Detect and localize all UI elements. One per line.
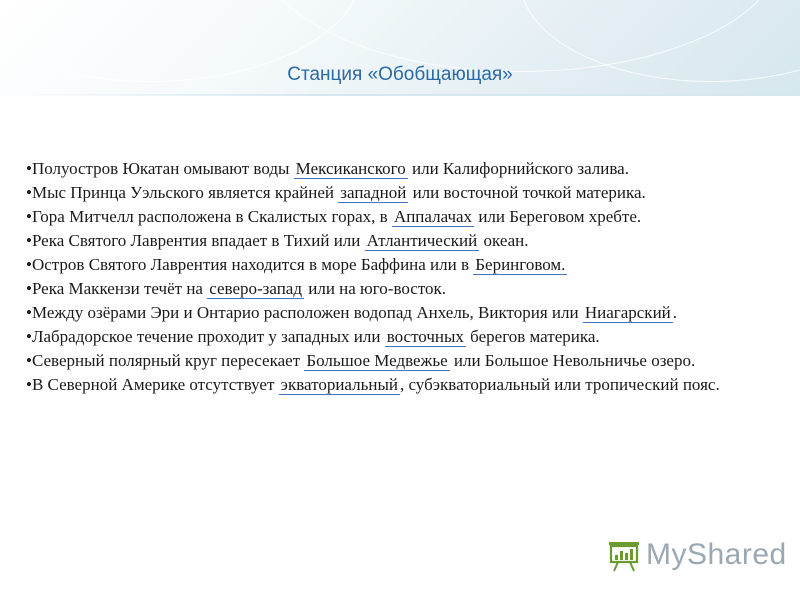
- item-text: •Река Маккензи течёт на: [26, 279, 208, 298]
- item-text: или Большое Невольничье озеро.: [449, 351, 696, 370]
- list-item: [26, 302, 768, 324]
- item-text: •Мыс Принца Уэльского является крайней: [26, 183, 339, 202]
- list-item: [26, 182, 768, 204]
- slide-title: Станция «Обобщающая»: [287, 64, 513, 85]
- list-item: [26, 374, 768, 396]
- item-text: •Лабрадорское течение проходит у западных или: [26, 327, 385, 346]
- list-item: [26, 326, 768, 348]
- answer-underline: Мексиканского: [295, 159, 406, 178]
- presentation-board-icon: [606, 538, 642, 574]
- item-text: .: [672, 303, 678, 322]
- list-item: [26, 158, 768, 180]
- item-text: или восточной точкой материка.: [408, 183, 646, 202]
- answer-underline: экваториальный: [280, 375, 398, 394]
- item-text: •Между озёрами Эри и Онтарио расположен водопад Анхель, Виктория или: [26, 303, 583, 322]
- answer-underline: восточных: [386, 327, 464, 346]
- item-text: или Береговом хребте.: [474, 207, 642, 226]
- item-text: •Северный полярный круг пересекает: [26, 351, 305, 370]
- item-text: •Полуостров Юкатан омывают воды: [26, 159, 294, 178]
- item-text: или на юго-восток.: [303, 279, 447, 298]
- answer-underline: северо-запад: [209, 279, 302, 298]
- item-text: , субэкваториальный или тропический пояс.: [399, 375, 720, 394]
- answer-underline: Аппалачах: [393, 207, 473, 226]
- list-item: [26, 206, 768, 228]
- list-item: [26, 278, 768, 300]
- answer-underline: Большое Медвежье: [306, 351, 448, 370]
- item-text: берегов материка.: [465, 327, 600, 346]
- quiz-list: [26, 158, 768, 398]
- list-item: [26, 254, 768, 276]
- logo-text: MyShared: [646, 538, 787, 571]
- list-item: [26, 350, 768, 372]
- item-text: •Гора Митчелл расположена в Скалистых горах, в: [26, 207, 392, 226]
- item-text: океан.: [479, 231, 529, 250]
- answer-underline: Атлантический: [366, 231, 478, 250]
- item-text: или Калифорнийского залива.: [407, 159, 629, 178]
- answer-underline: западной: [340, 183, 407, 202]
- myshared-logo[interactable]: [606, 536, 787, 576]
- item-text: •Река Святого Лаврентия впадает в Тихий или: [26, 231, 365, 250]
- item-text: •Остров Святого Лаврентия находится в море Баффина или в: [26, 255, 474, 274]
- list-item: [26, 230, 768, 252]
- header-divider: [0, 94, 800, 96]
- item-text: •В Северной Америке отсутствует: [26, 375, 279, 394]
- answer-underline: Ниагарский: [584, 303, 671, 322]
- answer-underline: Беринговом.: [475, 255, 566, 274]
